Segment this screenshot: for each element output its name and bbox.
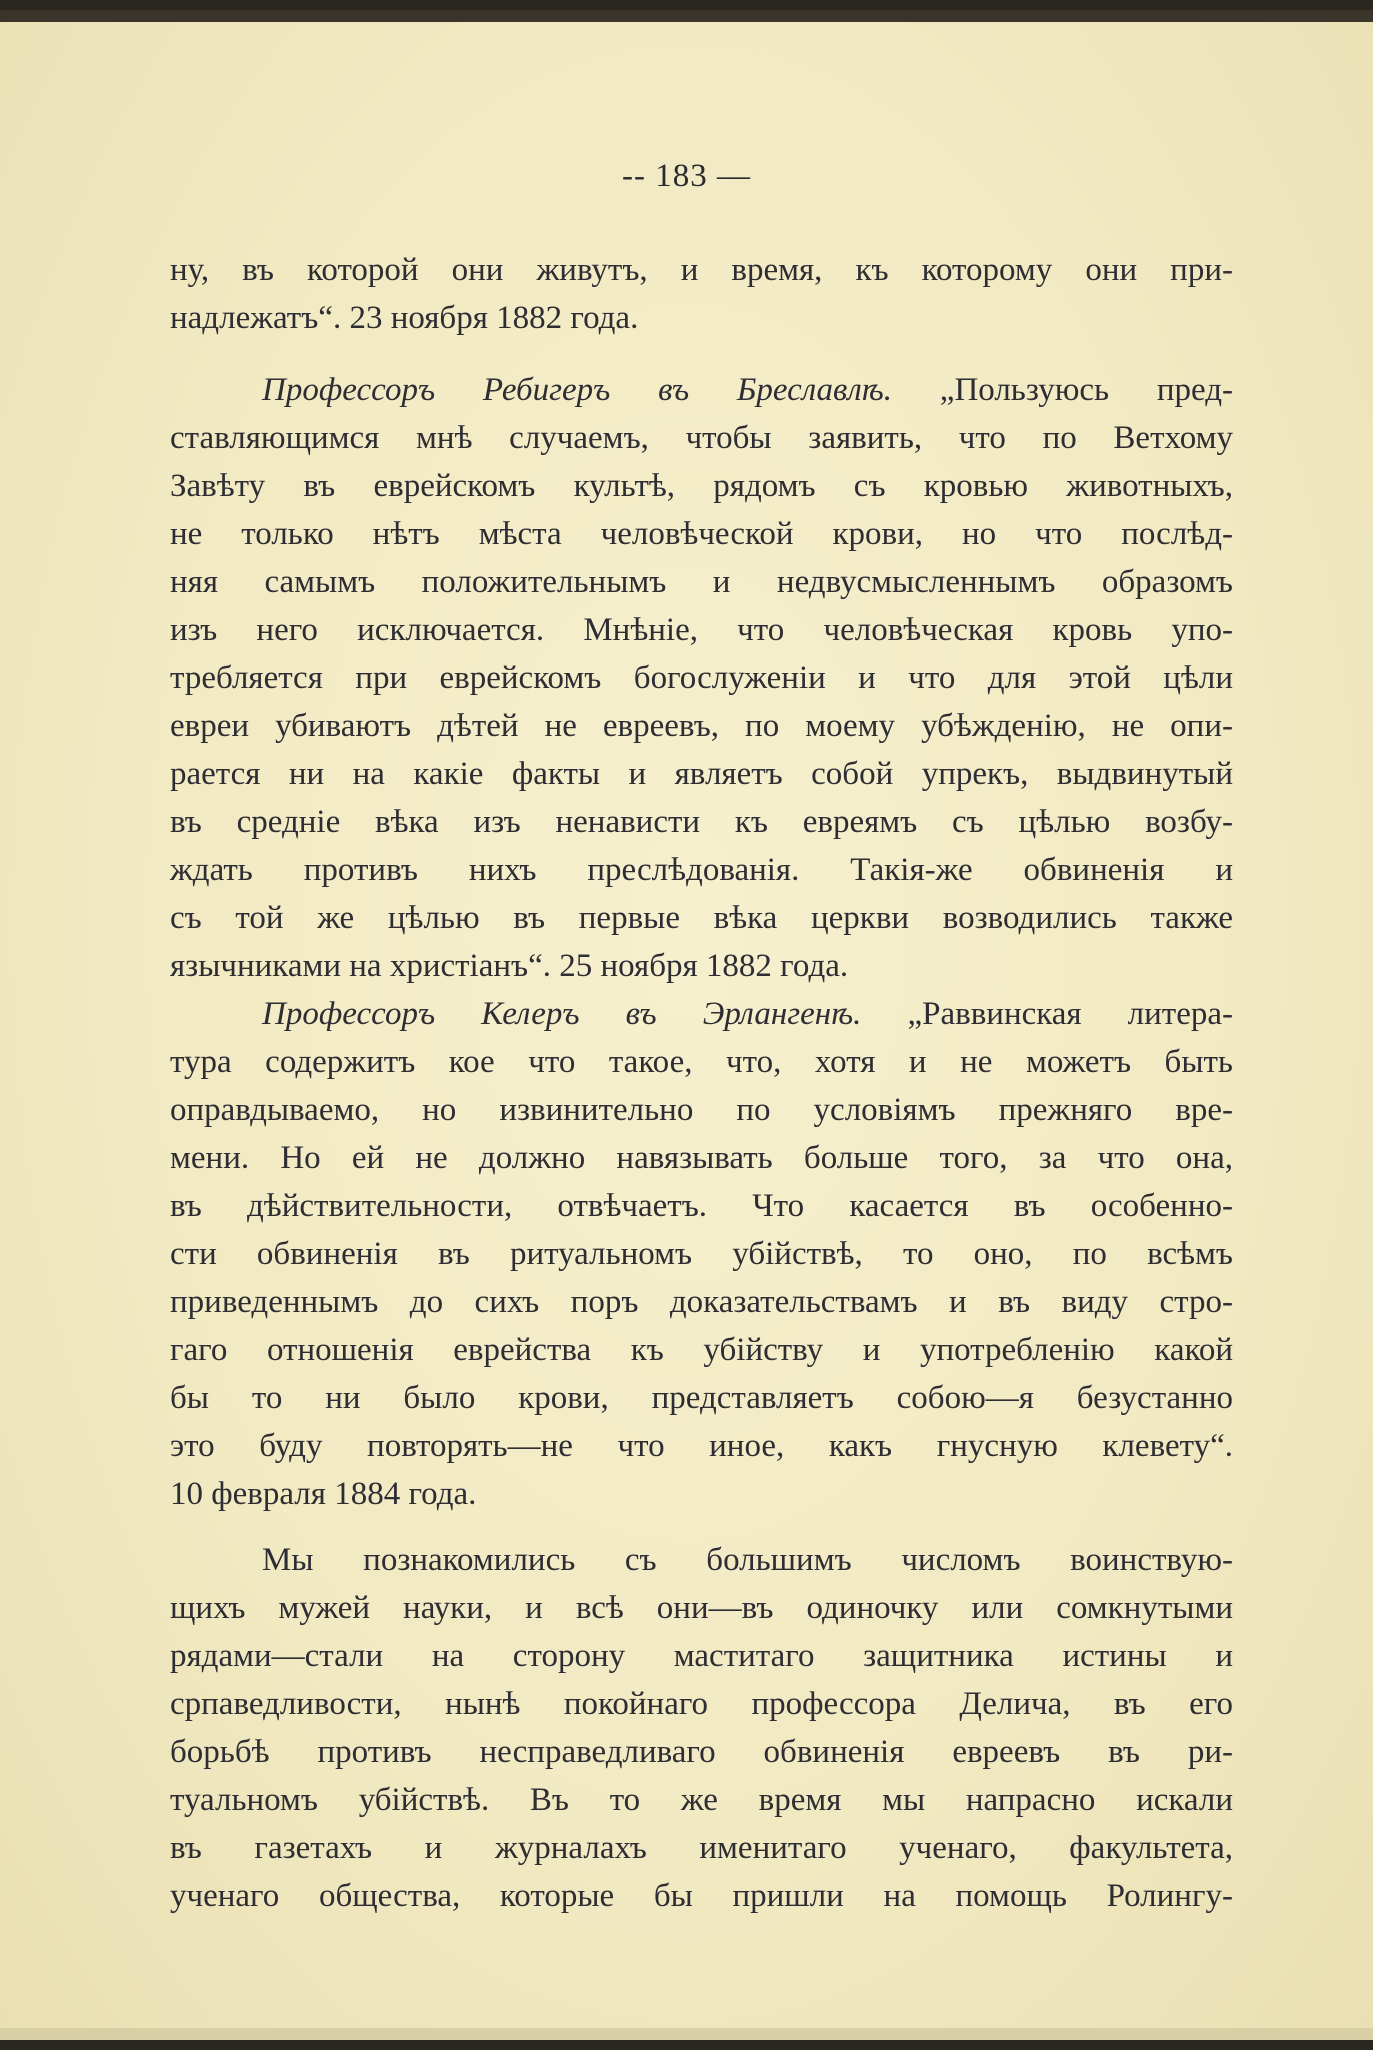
text-line: ставляющимся мнѣ случаемъ, чтобы заявить, что по Ветхому	[170, 420, 1233, 456]
author-name: Профессоръ Ребигеръ въ Бреславлѣ.	[262, 372, 892, 408]
text-line: язычниками на христіанъ“. 25 ноября 1882 года.	[170, 948, 849, 984]
text-line: Завѣту въ еврейскомъ культѣ, рядомъ съ кровью животныхъ,	[170, 468, 1233, 504]
page-number: -- 183 —	[622, 158, 751, 194]
text-line: не только нѣтъ мѣста человѣческой крови, но что послѣд-	[170, 516, 1233, 552]
text-line: приведеннымъ до сихъ поръ доказательствамъ и въ виду стро-	[170, 1284, 1233, 1320]
text-line: мени. Но ей не должно навязывать больше того, за что она,	[170, 1140, 1233, 1176]
text-line: надлежатъ“. 23 ноября 1882 года.	[170, 300, 639, 336]
text-line: требляется при еврейскомъ богослуженіи и что для этой цѣли	[170, 660, 1233, 696]
text-line: въ средніе вѣка изъ ненависти къ евреямъ съ цѣлью возбу-	[170, 804, 1233, 840]
text-line: рядами—стали на сторону маститаго защитника истины и	[170, 1638, 1233, 1674]
text-line: въ дѣйствительности, отвѣчаетъ. Что касается въ особенно-	[170, 1188, 1233, 1224]
text-line: гаго отношенія еврейства къ убійству и употребленію какой	[170, 1332, 1233, 1368]
text-line: щихъ мужей науки, и всѣ они—въ одиночку или сомкнутыми	[170, 1590, 1233, 1626]
text-line: это буду повторять—не что иное, какъ гнусную клевету“.	[170, 1428, 1233, 1464]
text-line: няя самымъ положительнымъ и недвусмысленнымъ образомъ	[170, 564, 1233, 600]
text-line: туальномъ убійствѣ. Въ то же время мы напрасно искали	[170, 1782, 1233, 1818]
text-line: ученаго общества, которые бы пришли на помощь Ролингу-	[170, 1878, 1233, 1914]
text-line: борьбѣ противъ несправедливаго обвиненія евреевъ въ ри-	[170, 1734, 1233, 1770]
text-line: ну, въ которой они живутъ, и время, къ которому они при-	[170, 252, 1233, 288]
paragraph-first-line: Мы познакомились съ большимъ числомъ воинствую-	[262, 1542, 1233, 1578]
author-name: Профессоръ Келеръ въ Эрлангенѣ.	[262, 996, 862, 1032]
text-line: съ той же цѣлью въ первые вѣка церкви возводились также	[170, 900, 1233, 936]
paragraph-keler	[170, 990, 1233, 1518]
text-line: евреи убиваютъ дѣтей не евреевъ, по моему убѣжденію, не опи-	[170, 708, 1233, 744]
page-edge-top	[0, 10, 1373, 22]
text-line: тура содержитъ кое что такое, что, хотя и не можетъ быть	[170, 1044, 1233, 1080]
text-line: српаведливости, нынѣ покойнаго профессора Делича, въ его	[170, 1686, 1233, 1722]
paragraph-rebiger	[170, 366, 1233, 990]
paragraph-lead-line	[170, 366, 1233, 414]
text-line: сти обвиненія въ ритуальномъ убійствѣ, то оно, по всѣмъ	[170, 1236, 1233, 1272]
quote-start: „Пользуюсь пред-	[939, 372, 1233, 408]
text-line: оправдываемо, но извинительно по условіямъ прежняго вре-	[170, 1092, 1233, 1128]
text-line: изъ него исключается. Мнѣніе, что человѣческая кровь упо-	[170, 612, 1233, 648]
paragraph-continuation	[170, 246, 1233, 342]
text-line: бы то ни было крови, представляетъ собою—я безустанно	[170, 1380, 1233, 1416]
text-line: ждать противъ нихъ преслѣдованія. Такія-же обвиненія и	[170, 852, 1233, 888]
text-line: рается ни на какіе факты и являетъ собой упрекъ, выдвинутый	[170, 756, 1233, 792]
text-line: 10 февраля 1884 года.	[170, 1476, 477, 1512]
paragraph-lead-line	[170, 990, 1233, 1038]
text-line: въ газетахъ и журналахъ именитаго ученаго, факультета,	[170, 1830, 1233, 1866]
paragraph-main	[170, 1536, 1233, 1920]
book-page	[0, 10, 1373, 2040]
page-edge-bottom	[0, 2028, 1373, 2040]
quote-start: „Раввинская литера-	[907, 996, 1234, 1032]
